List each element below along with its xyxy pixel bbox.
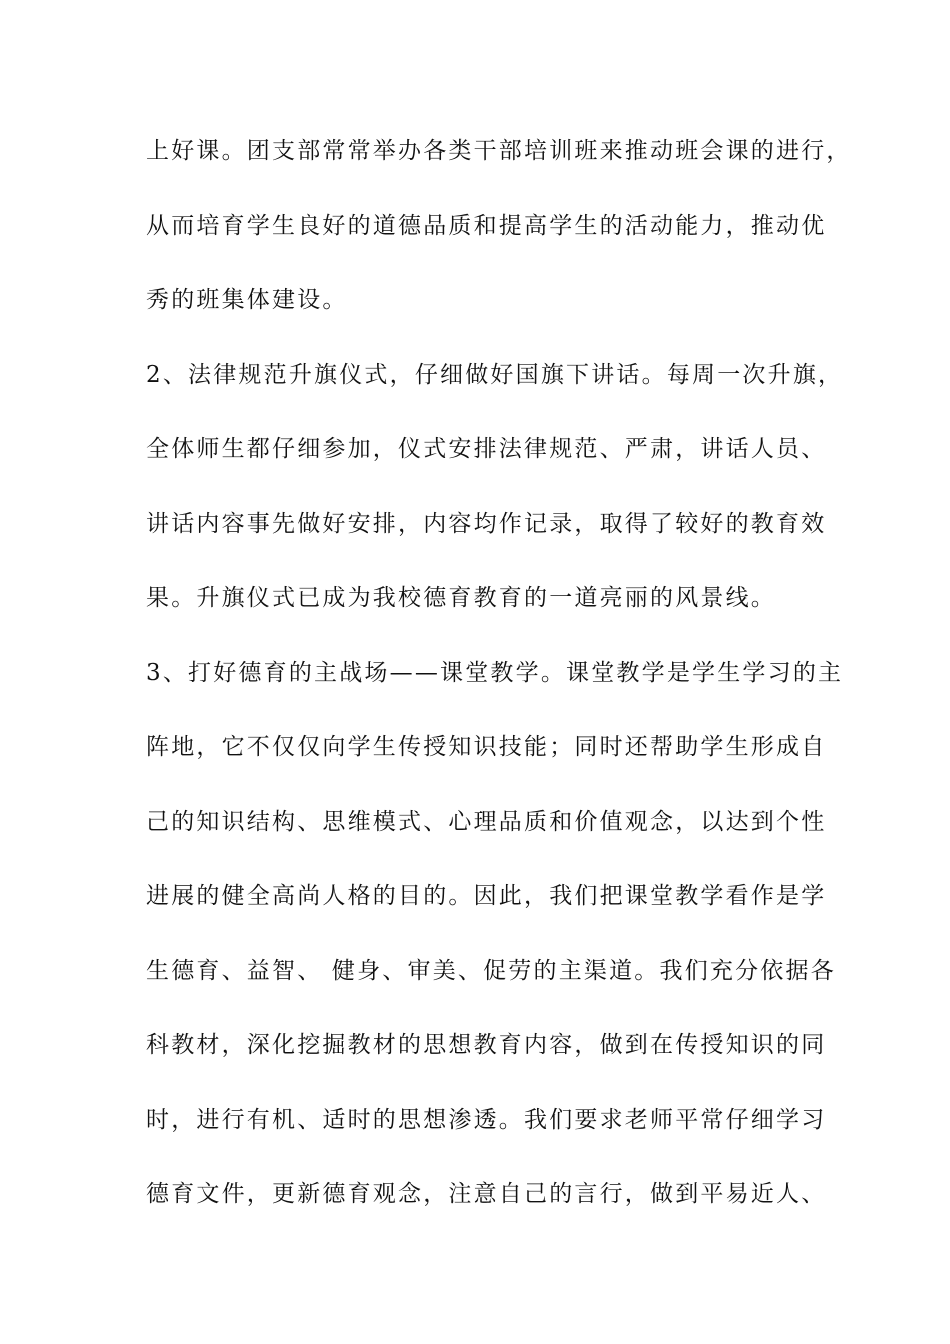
body-text bbox=[146, 128, 852, 1246]
text-line: 己的知识结构、思维模式、心理品质和价值观念，以达到个性 bbox=[146, 808, 827, 835]
text-line: 秀的班集体建设。 bbox=[146, 287, 348, 313]
text-line: 全体师生都仔细参加，仪式安排法律规范、严肃，讲话人员、 bbox=[146, 436, 827, 462]
text-line: 阵地，它不仅仅向学生传授知识技能；同时还帮助学生形成自 bbox=[146, 734, 827, 760]
text-line: 2、法律规范升旗仪式，仔细做好国旗下讲话。每周一次升旗， bbox=[146, 361, 844, 388]
text-line: 德育文件，更新德育观念，注意自己的言行，做到平易近人、 bbox=[146, 1181, 827, 1207]
text-line: 进展的健全高尚人格的目的。因此，我们把课堂教学看作是学 bbox=[146, 883, 827, 909]
text-line: 从而培育学生良好的道德品质和提高学生的活动能力，推动优 bbox=[146, 212, 827, 239]
text-line: 生德育、益智、 健身、审美、促劳的主渠道。我们充分依据各 bbox=[146, 957, 836, 984]
text-line: 讲话内容事先做好安排，内容均作记录，取得了较好的教育效 bbox=[146, 510, 827, 537]
text-line: 果。升旗仪式已成为我校德育教育的一道亮丽的风景线。 bbox=[146, 585, 776, 611]
text-line: 时，进行有机、适时的思想渗透。我们要求老师平常仔细学习 bbox=[146, 1106, 827, 1133]
text-line: 上好课。团支部常常举办各类干部培训班来推动班会课的进行， bbox=[146, 138, 852, 164]
text-line: 科教材，深化挖掘教材的思想教育内容，做到在传授知识的同 bbox=[146, 1032, 827, 1058]
text-line: 3、打好德育的主战场——课堂教学。课堂教学是学生学习的主 bbox=[146, 659, 844, 686]
